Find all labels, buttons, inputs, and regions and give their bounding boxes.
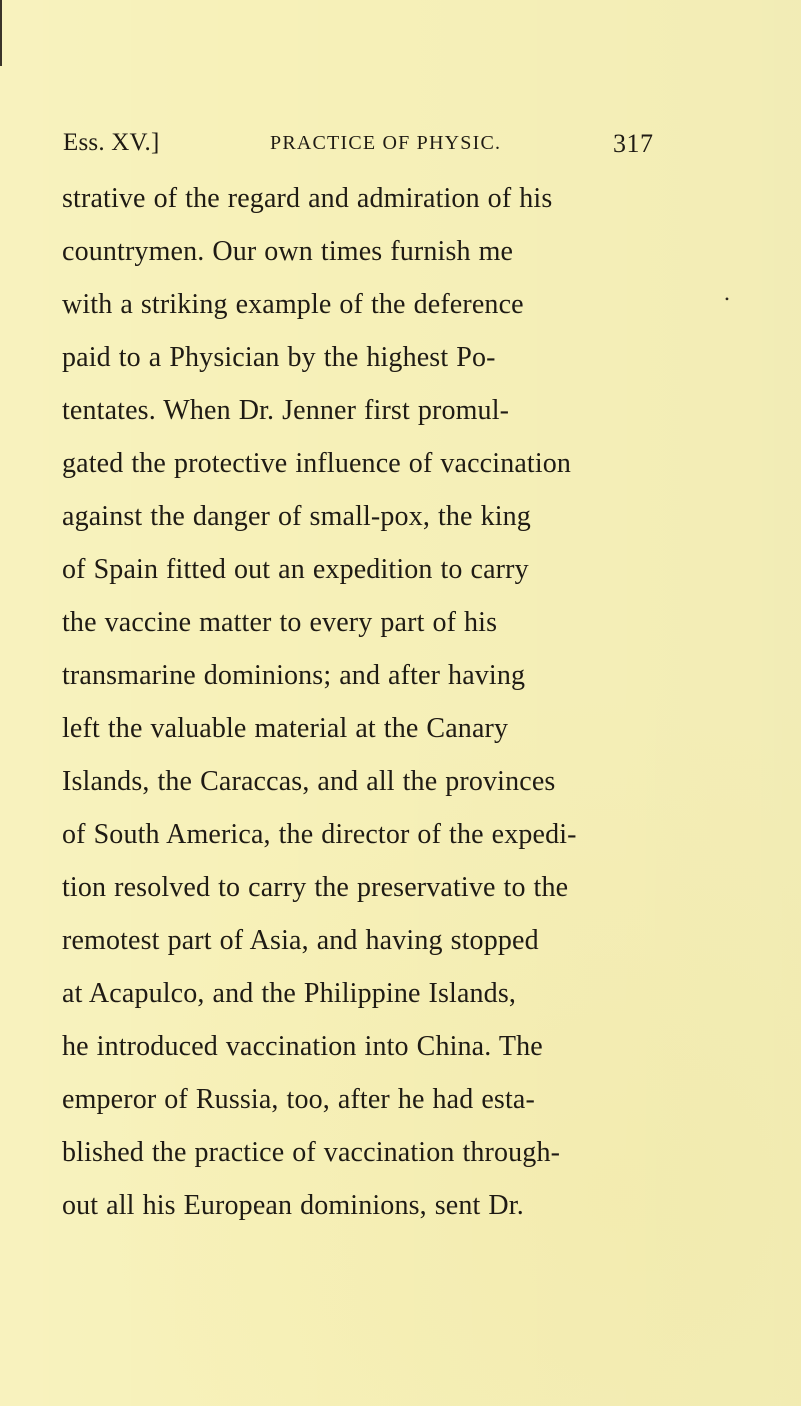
text-line: with a striking example of the deference — [62, 289, 524, 320]
essay-reference: Ess. XV.] — [63, 129, 160, 156]
margin-mark: • — [724, 292, 730, 306]
text-line: of South America, the director of the expedi- — [62, 819, 577, 850]
text-line: strative of the regard and admiration of his — [62, 183, 553, 214]
text-line: transmarine dominions; and after having — [62, 660, 526, 691]
text-line: Islands, the Caraccas, and all the provinces — [62, 766, 556, 797]
text-line: emperor of Russia, too, after he had esta- — [62, 1084, 535, 1115]
page-number: 317 — [613, 129, 654, 158]
text-line: the vaccine matter to every part of his — [62, 607, 498, 638]
text-line: tion resolved to carry the preservative to the — [62, 872, 569, 903]
text-line: countrymen. Our own times furnish me — [62, 236, 514, 267]
page-edge-line — [0, 0, 2, 66]
text-line: against the danger of small-pox, the king — [62, 501, 531, 532]
text-line: tentates. When Dr. Jenner first promul- — [62, 395, 510, 426]
text-line: left the valuable material at the Canary — [62, 713, 509, 744]
page-header — [63, 129, 653, 171]
text-line: he introduced vaccination into China. The — [62, 1031, 543, 1062]
text-line: out all his European dominions, sent Dr. — [62, 1190, 524, 1221]
running-title: PRACTICE OF PHYSIC. — [270, 132, 502, 154]
text-line: remotest part of Asia, and having stopped — [62, 925, 539, 956]
body-text — [62, 172, 690, 1232]
text-line: paid to a Physician by the highest Po- — [62, 342, 496, 373]
text-line: blished the practice of vaccination through- — [62, 1137, 561, 1168]
text-line: at Acapulco, and the Philippine Islands, — [62, 978, 517, 1009]
text-line: of Spain fitted out an expedition to carry — [62, 554, 529, 585]
text-line: gated the protective influence of vaccination — [62, 448, 572, 479]
